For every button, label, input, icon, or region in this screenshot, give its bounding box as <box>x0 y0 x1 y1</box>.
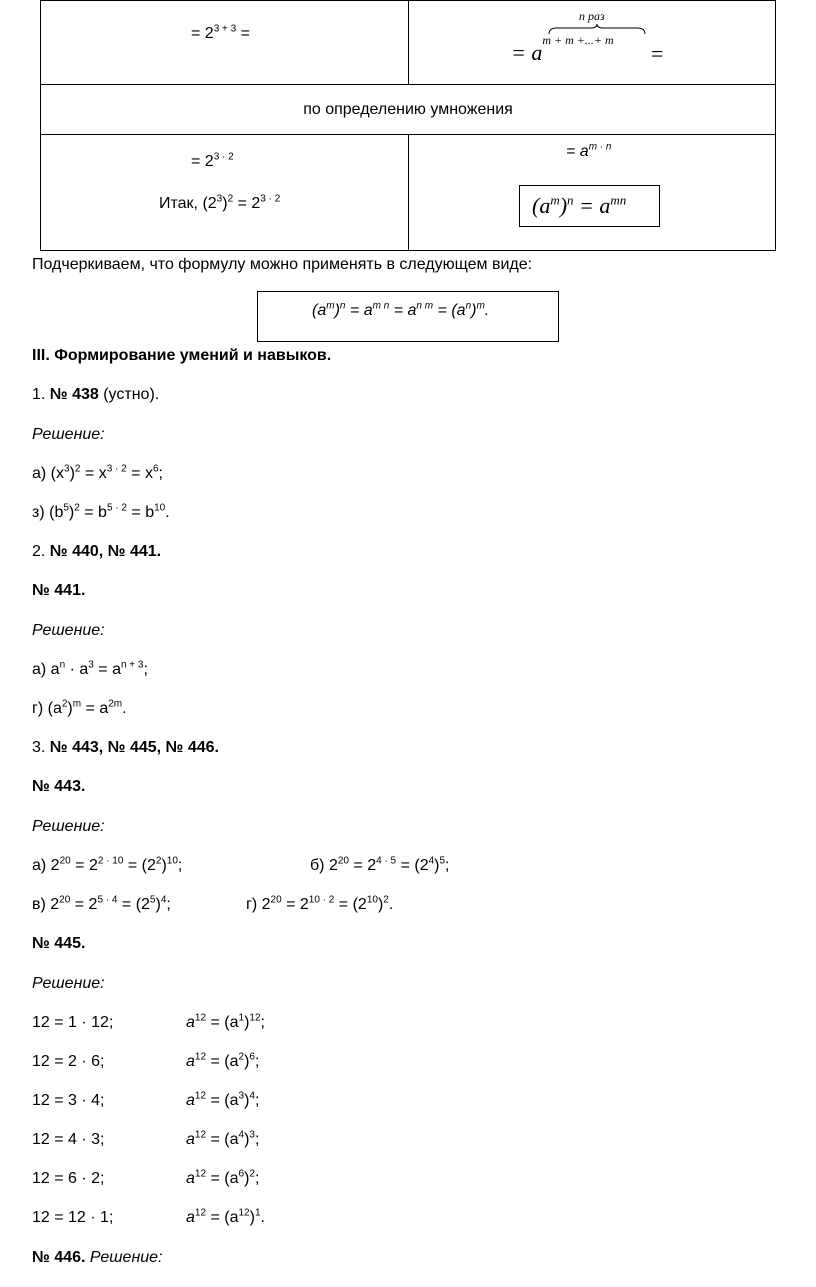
solution-line-a: а) $2^{20} = 2^{2 \cdot 10} = (2^2)^{10}$; <box>32 855 183 874</box>
boxed-formula: $(a^m)^n = a^{m n} = a^{n m} = (a^n)^m$. <box>312 300 490 319</box>
definition-note: по определению умножения <box>303 100 513 118</box>
solution-label: Решение: <box>32 426 105 443</box>
overbrace-icon <box>547 23 647 35</box>
factorization-right: $a^{12} = (a^{12})^1$. <box>186 1207 265 1226</box>
power-of-power-rule: $(a^m)^n = a^{mn}$ <box>519 185 660 227</box>
emphasis-text: Подчеркиваем, что формулу можно применять в следующем виде: <box>32 256 533 273</box>
task-446-heading: № 446. Решение: <box>32 1249 163 1266</box>
rules-table <box>40 0 776 251</box>
table-cell <box>409 1 776 85</box>
solution-line-a: а) $(x^3)^2 = x^{3 \cdot 2} = x^6$; <box>32 463 163 482</box>
factorization-left: 12 = 6 · 2; <box>32 1170 105 1187</box>
solution-line-b: б) $2^{20} = 2^{4 \cdot 5} = (2^4)^5$; <box>310 855 450 874</box>
solution-line-a: а) $a^n \cdot a^3 = a^{n + 3}$; <box>32 659 148 678</box>
brace-label: n раз <box>579 9 605 23</box>
solution-line-g: г) $(a^2)^m = a^{2m}$. <box>32 698 127 717</box>
solution-label: Решение: <box>32 818 105 835</box>
formula-a-power-sum: = $a^{m + m +...+ m}$ <box>511 33 614 65</box>
factorization-right: $a^{12} = (a^6)^2$; <box>186 1168 260 1187</box>
factorization-right: $a^{12} = (a^3)^4$; <box>186 1090 260 1109</box>
section-heading: III. Формирование умений и навыков. <box>32 347 332 364</box>
formula-2-power-sum: = $2^{3 + 3}$ = <box>191 23 251 42</box>
solution-label: Решение: <box>32 975 105 992</box>
task-3: 3. № 443, № 445, № 446. <box>32 739 219 756</box>
factorization-right: $a^{12} = (a^2)^6$; <box>186 1051 260 1070</box>
formula-2-power-product: = $2^{3 \cdot 2}$ <box>191 151 234 170</box>
solution-line-g: г) $2^{20} = 2^{10 \cdot 2} = (2^{10})^2$. <box>246 894 394 913</box>
factorization-left: 12 = 2 · 6; <box>32 1053 105 1070</box>
task-445-heading: № 445. <box>32 935 86 952</box>
factorization-right: $a^{12} = (a^1)^{12}$; <box>186 1012 265 1031</box>
task-441-heading: № 441. <box>32 582 86 599</box>
factorization-left: 12 = 4 · 3; <box>32 1131 105 1148</box>
table-cell <box>409 135 776 251</box>
table-cell <box>41 135 409 251</box>
formula-a-power-product: = $a^{m \cdot n}$ <box>566 141 612 160</box>
table-cell <box>41 85 776 135</box>
formula-box <box>257 291 559 342</box>
factorization-left: 12 = 12 · 1; <box>32 1209 114 1226</box>
task-2: 2. № 440, № 441. <box>32 543 162 560</box>
conclusion-formula: Итак, $(2^3)^2 = 2^{3 \cdot 2}$ <box>159 193 281 212</box>
solution-line-z: з) $(b^5)^2 = b^{5 \cdot 2} = b^{10}$. <box>32 502 170 521</box>
factorization-left: 12 = 1 · 12; <box>32 1014 114 1031</box>
factorization-right: $a^{12} = (a^4)^3$; <box>186 1129 260 1148</box>
factorization-left: 12 = 3 · 4; <box>32 1092 105 1109</box>
solution-line-v: в) $2^{20} = 2^{5 \cdot 4} = (2^5)^4$; <box>32 894 171 913</box>
equals-sign: = <box>651 41 664 66</box>
task-443-heading: № 443. <box>32 778 86 795</box>
solution-label: Решение: <box>32 622 105 639</box>
table-cell <box>41 1 409 85</box>
task-1: 1. № 438 (устно). <box>32 386 160 403</box>
